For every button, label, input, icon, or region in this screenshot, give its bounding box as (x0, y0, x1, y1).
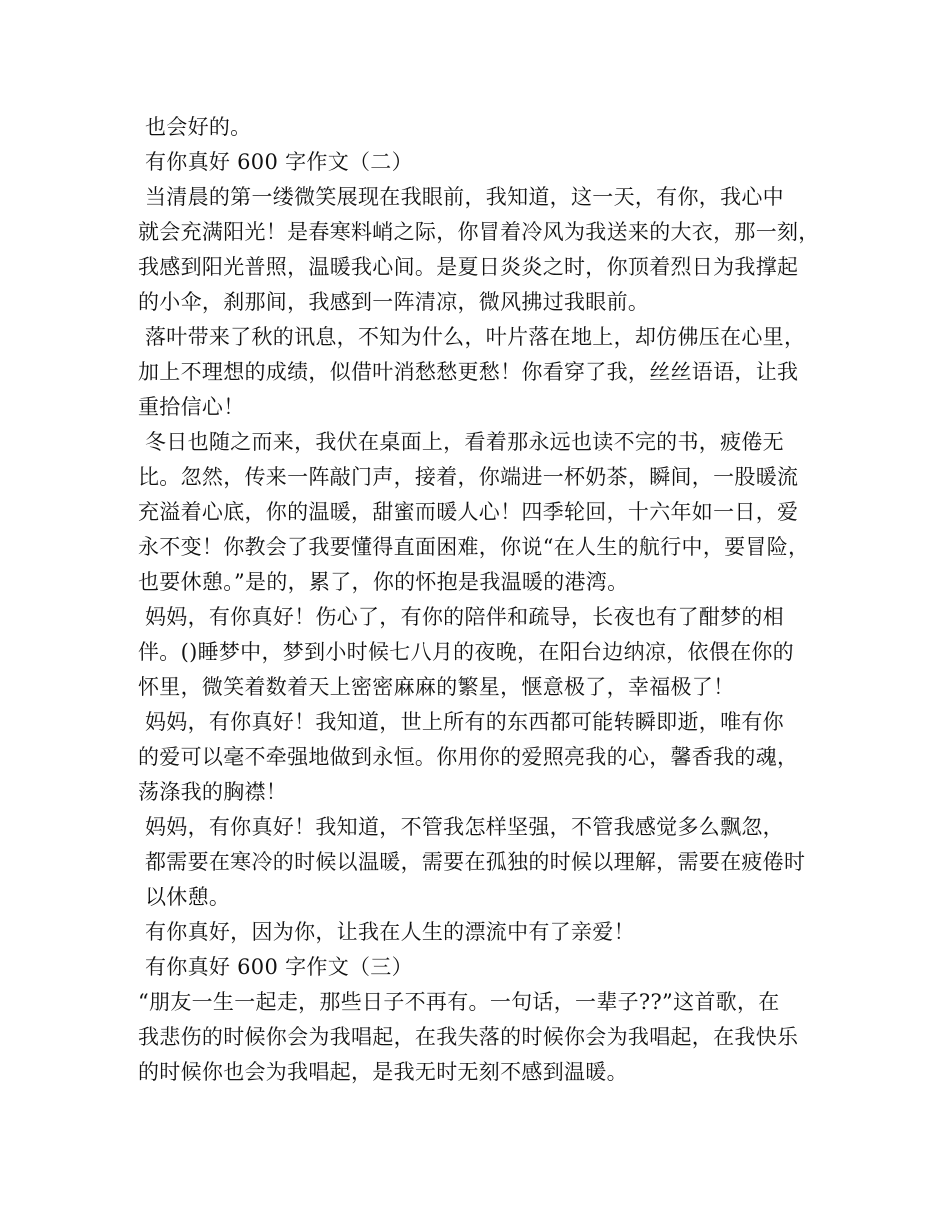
text-line: 以休憩。 (138, 885, 231, 909)
text-line: 妈妈，有你真好！我知道，世上所有的东西都可能转瞬即逝，唯有你 (138, 710, 784, 734)
text-line: 落叶带来了秋的讯息，不知为什么，叶片落在地上，却仿佛压在心里， (138, 325, 806, 349)
text-line: 我悲伤的时候你会为我唱起，在我失落的时候你会为我唱起，在我快乐 (138, 1025, 799, 1049)
text-line: 也要休憩。”是的，累了，你的怀抱是我温暖的港湾。 (138, 570, 629, 594)
text-line: 就会充满阳光！是春寒料峭之际，你冒着冷风为我送来的大衣，那一刻， (138, 220, 820, 244)
text-line: 充溢着心底，你的温暖，甜蜜而暖人心！四季轮回，十六年如一日，爱 (138, 500, 799, 524)
text-line: 伴。()睡梦中，梦到小时候七八月的夜晚，在阳台边纳凉，依偎在你的 (138, 640, 794, 664)
text-line: 我感到阳光普照，温暖我心间。是夏日炎炎之时，你顶着烈日为我撑起 (138, 255, 799, 279)
text-line: 加上不理想的成绩，似借叶消愁愁更愁！你看穿了我，丝丝语语，让我 (138, 360, 799, 384)
text-line: 永不变！你教会了我要懂得直面困难，你说“在人生的航行中，要冒险， (138, 535, 810, 559)
text-line: 当清晨的第一缕微笑展现在我眼前，我知道，这一天，有你，我心中 (138, 185, 784, 209)
text-line: 荡涤我的胸襟！ (138, 780, 288, 804)
text-line: 怀里，微笑着数着天上密密麻麻的繁星，惬意极了，幸福极了！ (138, 675, 735, 699)
text-line: 的爱可以毫不牵强地做到永恒。你用你的爱照亮我的心，馨香我的魂， (138, 745, 799, 769)
text-line: “朋友一生一起走，那些日子不再有。一句话，一辈子??”这首歌，在 (138, 990, 780, 1014)
text-line: 冬日也随之而来，我伏在桌面上，看着那永远也读不完的书，疲倦无 (138, 430, 784, 454)
section-heading: 有你真好 600 字作文（三） (138, 955, 413, 979)
text-line: 比。忽然，传来一阵敲门声，接着，你端进一杯奶茶，瞬间，一股暖流 (138, 465, 799, 489)
text-line: 有你真好，因为你，让我在人生的漂流中有了亲爱！ (138, 920, 635, 944)
text-line: 妈妈，有你真好！伤心了，有你的陪伴和疏导，长夜也有了酣梦的相 (138, 605, 784, 629)
text-line: 重拾信心！ (138, 395, 245, 419)
text-line: 妈妈，有你真好！我知道，不管我怎样坚强，不管我感觉多么飘忽， (138, 815, 784, 839)
document-body (138, 110, 828, 1090)
text-line: 也会好的。 (138, 115, 252, 139)
text-line: 的时候你也会为我唱起，是我无时无刻不感到温暖。 (138, 1060, 628, 1084)
text-line: 的小伞，刹那间，我感到一阵清凉，微风拂过我眼前。 (138, 290, 650, 314)
text-line: 都需要在寒冷的时候以温暖，需要在孤独的时候以理解，需要在疲倦时 (138, 850, 806, 874)
section-heading: 有你真好 600 字作文（二） (138, 150, 413, 174)
